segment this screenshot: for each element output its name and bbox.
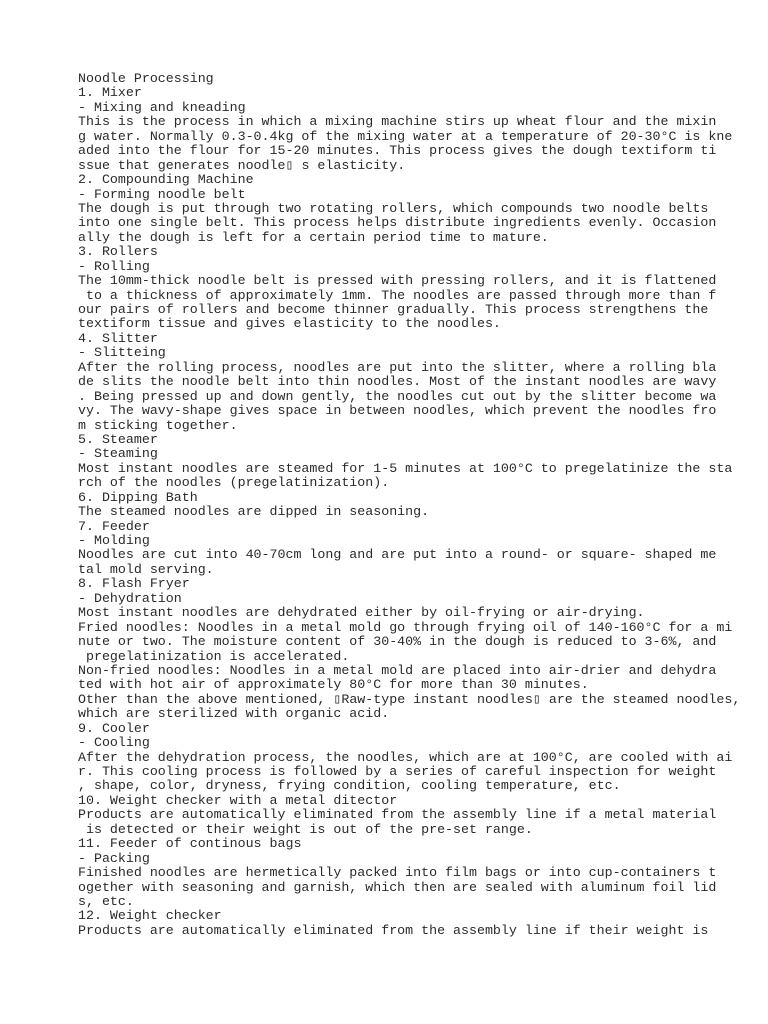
document-body	[78, 71, 741, 938]
text-line: into one single belt. This process helps distribute ingredients evenly. Occasion	[78, 215, 717, 231]
text-line: - Rolling	[78, 258, 150, 274]
text-line: Non-fried noodles: Noodles in a metal mold are placed into air-drier and dehydra	[78, 662, 717, 678]
text-line: vy. The wavy-shape gives space in between noodles, which prevent the noodles fro	[78, 403, 717, 419]
text-line: s, etc.	[78, 893, 134, 909]
text-line: textiform tissue and gives elasticity to the noodles.	[78, 316, 501, 332]
text-line: - Mixing and kneading	[78, 99, 246, 115]
text-line: our pairs of rollers and become thinner gradually. This process strengthens the	[78, 302, 709, 317]
text-line: This is the process in which a mixing machine stirs up wheat flour and the mixin	[78, 114, 717, 130]
text-line: 9. Cooler	[78, 720, 150, 736]
text-line: Products are automatically eliminated from the assembly line if their weight is	[78, 922, 709, 938]
text-line: 5. Steamer	[78, 431, 158, 447]
text-line: aded into the flour for 15-20 minutes. This process gives the dough textiform ti	[78, 143, 717, 159]
text-line: The steamed noodles are dipped in seasoning.	[78, 504, 430, 520]
text-line: Finished noodles are hermetically packed into film bags or into cup-containers t	[78, 865, 717, 881]
text-line: ssue that generates noodle▯ s elasticity.	[78, 157, 406, 173]
text-line: - Forming noodle belt	[78, 186, 246, 202]
text-line: ogether with seasoning and garnish, which then are sealed with aluminum foil lid	[78, 879, 717, 895]
text-line: g water. Normally 0.3-0.4kg of the mixing water at a temperature of 20-30°C is kne	[78, 128, 733, 144]
text-line: After the dehydration process, the noodles, which are at 100°C, are cooled with ai	[78, 749, 733, 765]
text-line: rch of the noodles (pregelatinization).	[78, 475, 390, 491]
text-line: After the rolling process, noodles are put into the slitter, where a rolling bla	[78, 359, 717, 375]
text-line: - Molding	[78, 533, 150, 548]
text-line: m sticking together.	[78, 417, 238, 433]
text-line: Noodles are cut into 40-70cm long and are put into a round- or square- shaped me	[78, 547, 717, 563]
text-line: 7. Feeder	[78, 518, 150, 534]
text-line: - Dehydration	[78, 590, 182, 606]
text-line: - Slitteing	[78, 345, 166, 361]
text-line: The 10mm-thick noodle belt is pressed with pressing rollers, and it is flattened	[78, 273, 717, 289]
document-title: Noodle Processing	[78, 71, 214, 86]
text-line: Fried noodles: Noodles in a metal mold go through frying oil of 140-160°C for a mi	[78, 619, 733, 635]
text-line: Products are automatically eliminated from the assembly line if a metal material	[78, 807, 717, 823]
text-line: pregelatinization is accelerated.	[78, 648, 350, 664]
text-line: 4. Slitter	[78, 330, 158, 346]
text-line: , shape, color, dryness, frying condition, cooling temperature, etc.	[78, 778, 621, 794]
text-line: Other than the above mentioned, ▯Raw-type instant noodles▯ are the steamed noodles,	[78, 691, 741, 707]
text-line: 3. Rollers	[78, 244, 158, 260]
text-line: 11. Feeder of continous bags	[78, 836, 302, 852]
text-line: - Cooling	[78, 735, 150, 751]
text-line: 12. Weight checker	[78, 908, 222, 924]
text-line: - Steaming	[78, 446, 158, 462]
text-line: The dough is put through two rotating rollers, which compounds two noodle belts	[78, 200, 709, 216]
text-line: 1. Mixer	[78, 85, 142, 101]
text-line: - Packing	[78, 850, 150, 866]
text-line: 6. Dipping Bath	[78, 489, 198, 505]
text-line: is detected or their weight is out of the pre-set range.	[78, 821, 533, 837]
text-line: to a thickness of approximately 1mm. The noodles are passed through more than f	[78, 287, 717, 303]
text-line: r. This cooling process is followed by a series of careful inspection for weight	[78, 764, 717, 779]
text-line: Most instant noodles are steamed for 1-5 minutes at 100°C to pregelatinize the sta	[78, 460, 733, 476]
text-line: Most instant noodles are dehydrated either by oil-frying or air-drying.	[78, 605, 645, 621]
text-line: tal mold serving.	[78, 561, 214, 577]
text-line: which are sterilized with organic acid.	[78, 706, 390, 722]
text-line: 2. Compounding Machine	[78, 172, 254, 188]
text-line: de slits the noodle belt into thin noodles. Most of the instant noodles are wavy	[78, 374, 717, 390]
text-line: nute or two. The moisture content of 30-40% in the dough is reduced to 3-6%, and	[78, 634, 717, 650]
text-line: 10. Weight checker with a metal ditector	[78, 792, 398, 808]
text-line: 8. Flash Fryer	[78, 576, 190, 592]
text-line: . Being pressed up and down gently, the noodles cut out by the slitter become wa	[78, 388, 717, 404]
text-line: ted with hot air of approximately 80°C for more than 30 minutes.	[78, 677, 589, 693]
text-line: ally the dough is left for a certain period time to mature.	[78, 229, 549, 245]
